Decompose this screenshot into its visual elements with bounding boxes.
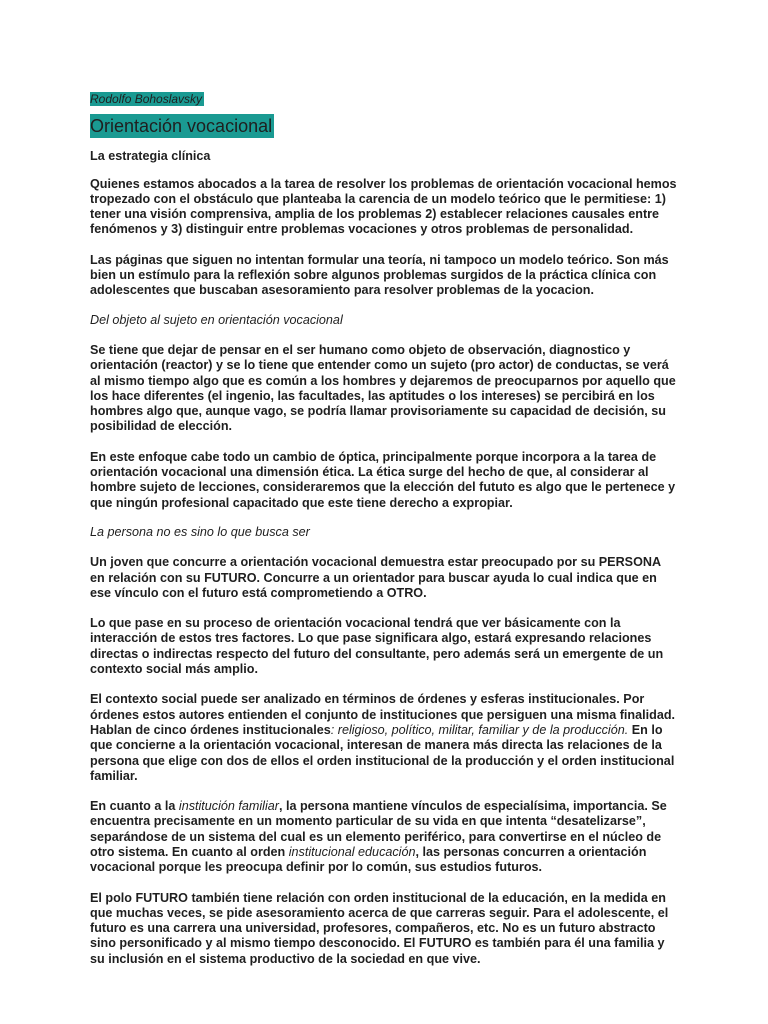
- section-heading-1: Del objeto al sujeto en orientación vocacional: [90, 312, 343, 327]
- paragraph-8-part-a: En cuanto a la: [90, 799, 179, 814]
- document-title: Orientación vocacional: [90, 116, 273, 137]
- paragraph-6: Lo que pase en su proceso de orientación vocacional tendrá que ver básicamente con la interacción de estos tres factores. Lo que pase significara algo, estará expresando relaciones directas o indirectas respecto del futuro del consultante, pero además será un emergente de un contexto social más amplio.: [90, 616, 664, 677]
- section-heading-2: La persona no es sino lo que busca ser: [90, 524, 310, 539]
- paragraph-4: En este enfoque cabe todo un cambio de óptica, principalmente porque incorpora a la tarea de orientación vocacional una dimensión ética. La ética surge del hecho de que, al considerar al hombre sujeto de lecciones, consideraremos que la elección del fututo es algo que le pertenece y que ningún profesional capacitado que este tiene derecho a expropiar.: [90, 449, 676, 510]
- paragraph-7-italic-list: : religioso, político, militar, familiar y de la producción.: [330, 722, 629, 737]
- paragraph-1: Quienes estamos abocados a la tarea de resolver los problemas de orientación vocacional hemos tropezado con el obstáculo que planteaba la carencia de un modelo teórico que le permitiese: 1) tener una visión comprensiva, amplia de los problemas 2) establecer relaciones causales entre fenómenos y 3) distinguir entre problemas vocaciones y otros problemas de personalidad.: [90, 176, 677, 237]
- paragraph-3: Se tiene que dejar de pensar en el ser humano como objeto de observación, diagnostico y orientación (reactor) y se lo tiene que entender como un sujeto (pro actor) de conductas, se verá al mismo tiempo algo que es común a los hombres y dejaremos de preocuparnos por aquello que los hace diferentes (el ingenio, las facultades, las aptitudes o los intereses) se percibirá en los hombres algo que, aunque vago, se podría llamar provisoriamente su capacidad de decisión, su posibilidad de elección.: [90, 342, 676, 434]
- paragraph-7-part-a: El contexto social puede ser analizado en términos de órdenes y esferas institucionales. Por órdenes estos autores entienden el conjunto de instituciones que persiguen una misma finalidad. Hablan de cinco órdenes institucionales: [90, 692, 676, 737]
- paragraph-5: Un joven que concurre a orientación vocacional demuestra estar preocupado por su PERSONA en relación con su FUTURO. Concurre a un orientador para buscar ayuda lo cual indica que en ese vínculo con el futuro está comprometiendo a OTRO.: [90, 555, 661, 600]
- title-wrapper: [90, 114, 678, 138]
- document-page: [90, 92, 678, 967]
- paragraph-8-part-e: , las personas concurren a orientación vocacional porque les preocupa definir por lo común, sus estudios futuros.: [90, 844, 647, 875]
- paragraph-7: [90, 692, 678, 784]
- paragraph-8-part-c: , la persona mantiene vínculos de especialísima, importancia. Se encuentra precisamente en un momento particular de su vida en que intenta “desatelizarse”, separándose de un sistema del cual es un elemento periférico, para convertirse en el núcleo de otro sistema. En cuanto al orden: [90, 799, 667, 859]
- paragraph-8: [90, 799, 678, 875]
- paragraph-2: Las páginas que siguen no intentan formular una teoría, ni tampoco un modelo teórico. Son más bien un estímulo para la reflexión sobre algunos problemas surgidos de la práctica clínica con adolescentes que buscaban asesoramiento para resolver problemas de la yocacion.: [90, 252, 669, 298]
- paragraph-9: El polo FUTURO también tiene relación con orden institucional de la educación, en la medida en que muchas veces, se pide asesoramiento acerca de que carreras seguir. Para el adolescente, el futuro es una carrera una universidad, profesores, compañeros, etc. No es un futuro abstracto sino personificado y al mismo tiempo desconocido. El FUTURO es también para él una familia y su inclusión en el sistema productivo de la sociedad en que vive.: [90, 890, 669, 966]
- author-name: Rodolfo Bohoslavsky: [90, 92, 203, 106]
- section-subtitle: La estrategia clínica: [90, 149, 211, 164]
- paragraph-7-part-c: En lo que concierne a la orientación vocacional, interesan de manera más directa las relaciones de la persona que elige con dos de ellos el orden institucional de la producción y el orden institucional familiar.: [90, 722, 675, 783]
- paragraph-8-italic-term-2: institucional educación: [288, 844, 416, 859]
- paragraph-8-italic-term-1: institución familiar: [178, 799, 279, 814]
